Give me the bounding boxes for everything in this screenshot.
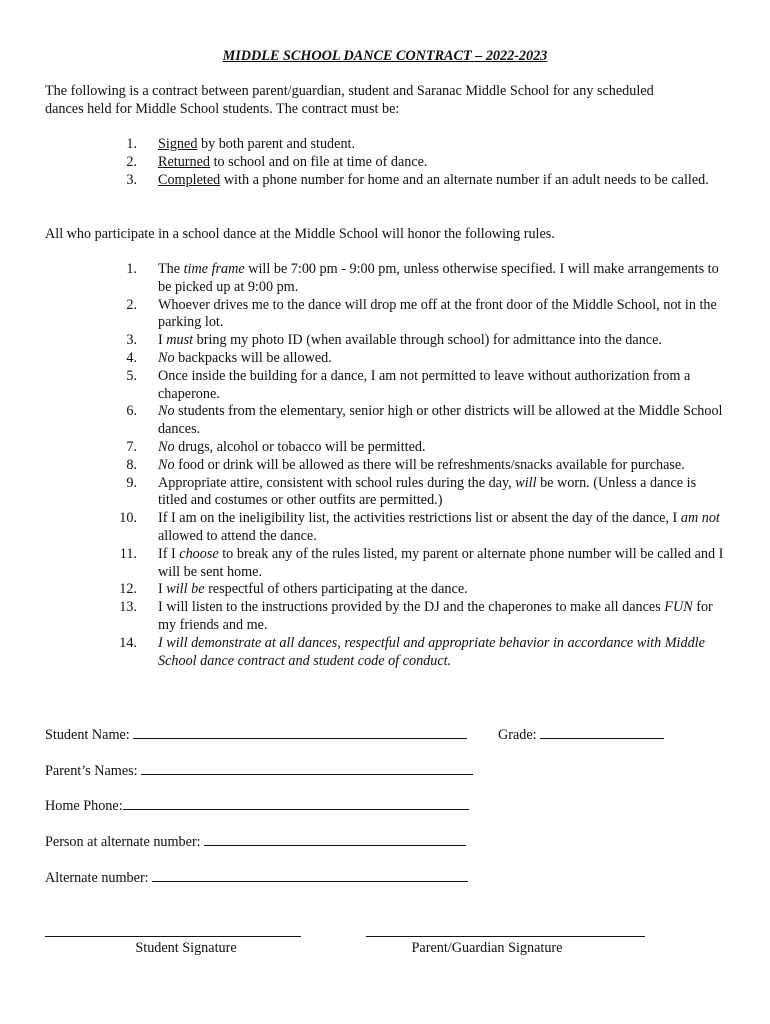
- rule-text: The: [158, 261, 184, 277]
- alternate-number-label: Alternate number:: [45, 870, 149, 886]
- item-number: 4.: [126, 349, 137, 366]
- rule-text: I: [158, 332, 167, 349]
- rule-text: be worn. (Unless a dance is titled and costumes or other outfits are permitted.): [158, 474, 697, 509]
- rule-item: [45, 261, 725, 297]
- requirement-text: by both parent and student.: [197, 136, 356, 152]
- requirement-keyword: Signed: [158, 136, 198, 152]
- requirement-text: with a phone number for home and an alternate number if an adult needs to be called.: [220, 171, 709, 188]
- rule-text: for my friends and me.: [158, 599, 713, 633]
- rule-text: I will listen to the instructions provided by the DJ and the chaperones to make all dances: [158, 599, 665, 616]
- intro-line-1: The following is a contract between parent/guardian, student and Saranac Middle School for any scheduled: [45, 83, 654, 99]
- item-number: 14.: [119, 634, 137, 651]
- rule-text: Once inside the building for a dance, I am not permitted to leave without authorization from a chaperone.: [158, 367, 691, 402]
- rule-emphasis: am not: [680, 510, 720, 527]
- parent-signature-line[interactable]: [366, 936, 645, 937]
- item-number: 12.: [119, 581, 137, 598]
- rule-text: will be 7:00 pm - 9:00 pm, unless otherwise specified. I will make arrangements to be picked up at 9:00 pm.: [158, 261, 719, 295]
- rule-item: [45, 510, 725, 546]
- rule-item: [45, 457, 725, 475]
- item-number: 3.: [126, 171, 137, 188]
- rule-item: [45, 332, 725, 350]
- item-number: 1.: [126, 136, 137, 152]
- requirement-keyword: Completed: [158, 171, 221, 188]
- requirement-text: to school and on file at time of dance.: [210, 153, 428, 170]
- alternate-person-label: Person at alternate number:: [45, 834, 201, 850]
- requirements-list: [45, 136, 725, 189]
- item-number: 6.: [126, 403, 137, 420]
- rule-text: to break any of the rules listed, my parent or alternate phone number will be called and I will be sent home.: [158, 545, 724, 580]
- grade-label: Grade:: [498, 727, 537, 743]
- item-number: 11.: [119, 545, 137, 562]
- item-number: 5.: [126, 367, 137, 384]
- student-signature-line[interactable]: [45, 936, 301, 937]
- grade-blank[interactable]: [540, 725, 664, 739]
- rule-item: [45, 439, 725, 457]
- rule-emphasis: choose: [179, 545, 219, 562]
- alternate-number-field[interactable]: [45, 868, 468, 888]
- rule-text: respectful of others participating at the dance.: [204, 581, 468, 598]
- item-number: 13.: [119, 599, 137, 616]
- rule-emphasis: FUN: [664, 599, 693, 616]
- rule-emphasis: will: [515, 474, 537, 491]
- parents-names-blank[interactable]: [141, 761, 473, 775]
- intro-paragraph: [45, 83, 725, 119]
- rule-item: [45, 581, 725, 599]
- home-phone-blank[interactable]: [123, 796, 469, 810]
- rule-emphasis: time frame: [183, 261, 245, 277]
- item-number: 9.: [126, 474, 137, 491]
- student-name-field[interactable]: [45, 725, 467, 745]
- rule-item: [45, 635, 725, 671]
- rule-item: [45, 403, 725, 439]
- requirement-item: [45, 172, 725, 190]
- rule-emphasis: No: [158, 349, 175, 366]
- requirement-item: [45, 154, 725, 172]
- rules-intro: All who participate in a school dance at the Middle School will honor the following rules.: [45, 226, 555, 242]
- rule-text: bring my photo ID (when available through school) for admittance into the dance.: [193, 332, 662, 349]
- alternate-person-field[interactable]: [45, 832, 466, 852]
- rule-text: I: [158, 581, 167, 598]
- parents-names-field[interactable]: [45, 761, 473, 781]
- rule-item: [45, 368, 725, 404]
- student-name-label: Student Name:: [45, 727, 130, 743]
- student-name-blank[interactable]: [133, 725, 467, 739]
- rule-text: If I: [158, 545, 180, 562]
- rule-emphasis: No: [158, 438, 175, 455]
- rule-item: [45, 350, 725, 368]
- rule-item: [45, 599, 725, 635]
- alternate-number-blank[interactable]: [152, 868, 468, 882]
- rule-emphasis: No: [158, 456, 175, 473]
- rule-emphasis: will be: [166, 581, 205, 598]
- parent-signature-label: Parent/Guardian Signature: [411, 940, 563, 956]
- home-phone-field[interactable]: [45, 796, 469, 816]
- rule-text: backpacks will be allowed.: [174, 349, 332, 366]
- rule-text: Whoever drives me to the dance will drop me off at the front door of the Middle School, not in the parking lot.: [158, 296, 717, 331]
- intro-line-2: dances held for Middle School students. The contract must be:: [45, 100, 400, 117]
- rule-text: drugs, alcohol or tobacco will be permitted.: [174, 438, 426, 455]
- item-number: 2.: [126, 153, 137, 170]
- alternate-person-blank[interactable]: [204, 832, 466, 846]
- rule-emphasis: must: [166, 332, 194, 349]
- grade-field[interactable]: [498, 725, 664, 745]
- rule-item: [45, 475, 725, 511]
- rules-list: [45, 261, 725, 670]
- rule-text: food or drink will be allowed as there will be refreshments/snacks available for purchase.: [174, 456, 685, 473]
- rule-text: allowed to attend the dance.: [158, 527, 317, 544]
- rule-item: [45, 297, 725, 333]
- item-number: 8.: [126, 456, 137, 473]
- rule-item: [45, 546, 725, 582]
- rule-text: If I am on the ineligibility list, the activities restrictions list or absent the day of the dance, I: [158, 510, 681, 527]
- requirement-item: [45, 136, 725, 154]
- rule-text: students from the elementary, senior high or other districts will be allowed at the Middle School dances.: [158, 403, 723, 438]
- rule-emphasis: No: [158, 403, 175, 420]
- item-number: 7.: [126, 438, 137, 455]
- student-signature-label: Student Signature: [135, 940, 237, 956]
- home-phone-label: Home Phone:: [45, 798, 123, 814]
- item-number: 1.: [126, 261, 137, 277]
- rule-text: Appropriate attire, consistent with school rules during the day,: [158, 474, 516, 491]
- rule-emphasis: I will demonstrate at all dances, respectful and appropriate behavior in accordance with Middle School dance contract and student code of conduct.: [158, 634, 705, 669]
- requirement-keyword: Returned: [158, 153, 211, 170]
- item-number: 2.: [126, 296, 137, 313]
- item-number: 10.: [119, 510, 137, 527]
- document-title: MIDDLE SCHOOL DANCE CONTRACT – 2022-2023: [222, 48, 548, 64]
- item-number: 3.: [126, 332, 137, 349]
- parents-names-label: Parent’s Names:: [45, 763, 138, 779]
